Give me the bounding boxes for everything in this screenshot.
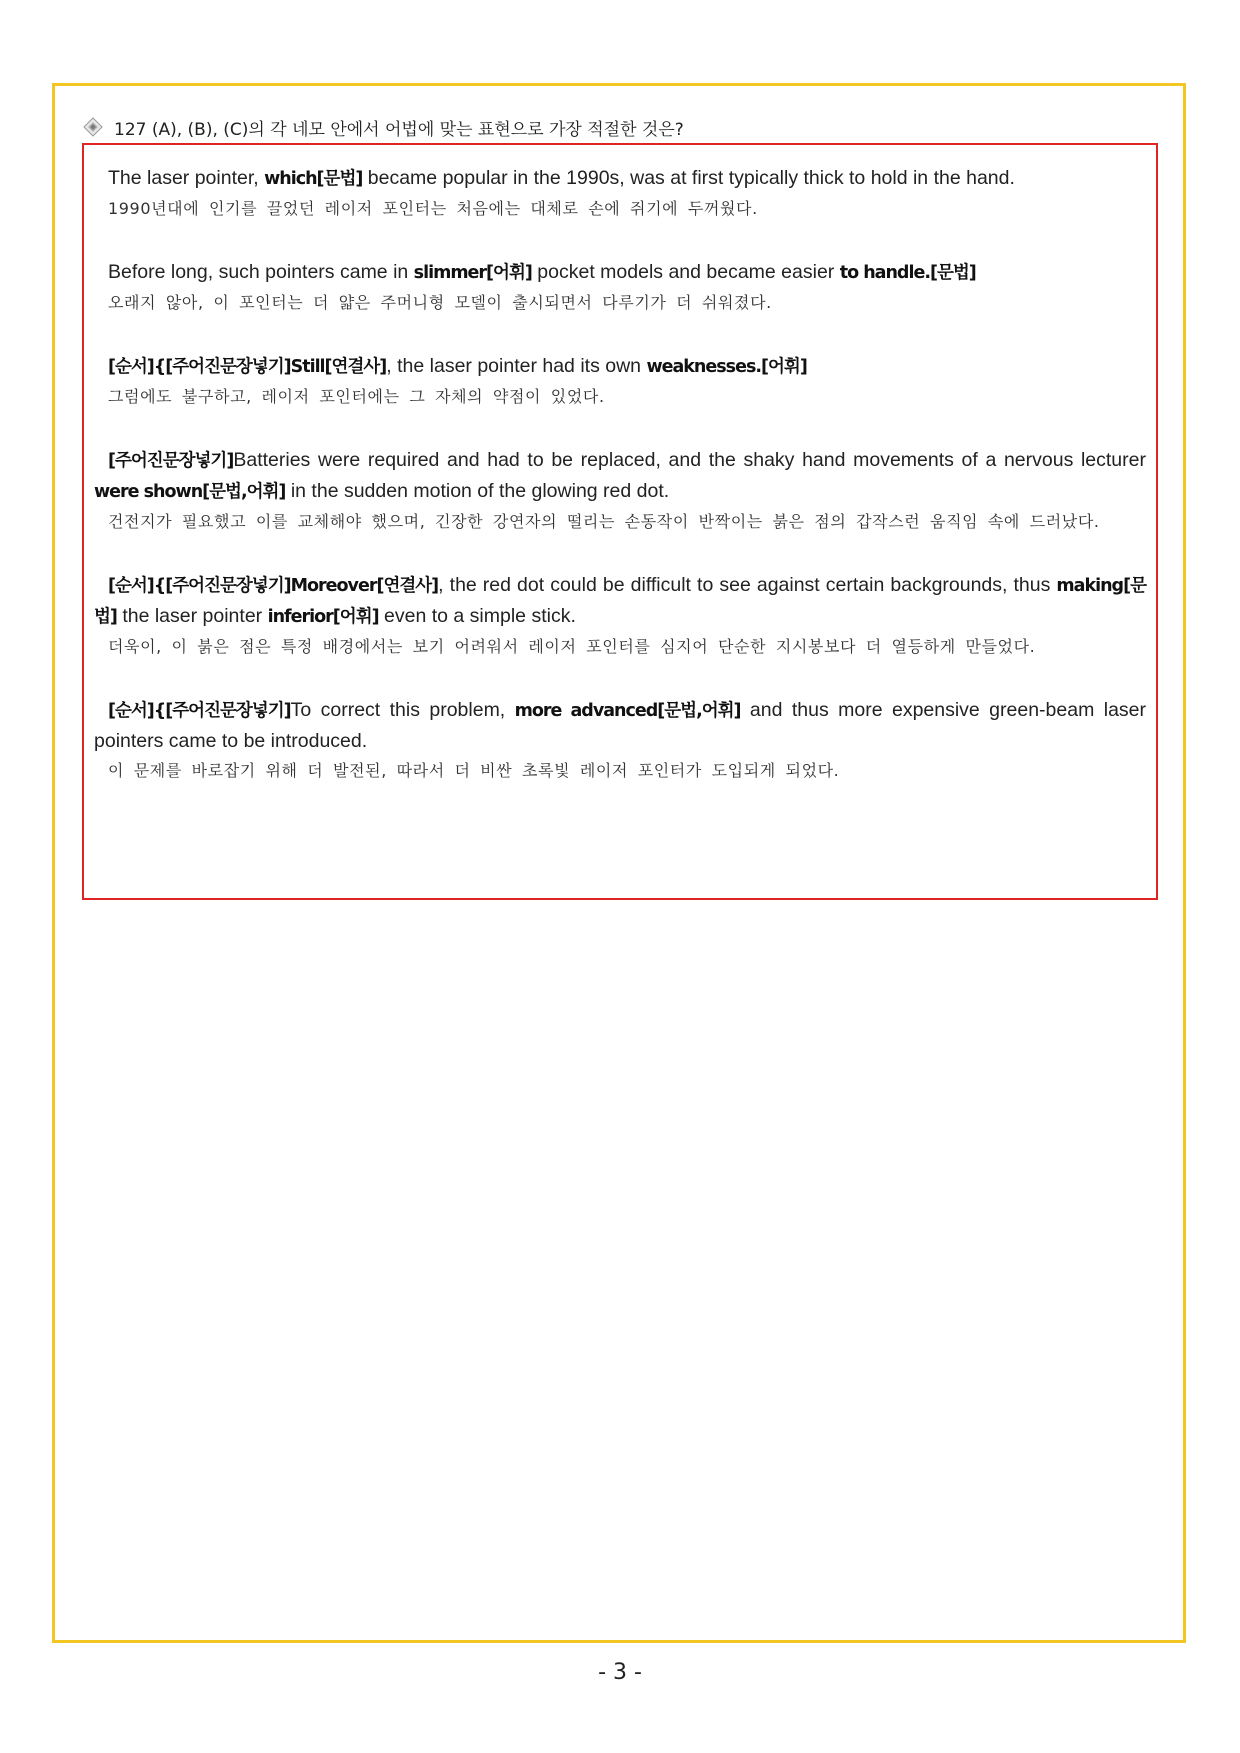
korean-translation: 오래지 않아, 이 포인터는 더 얇은 주머니형 모델이 출시되면서 다루기가 더 쉬워졌다. — [108, 293, 772, 312]
diamond-bullet-icon — [82, 116, 104, 138]
korean-translation: 이 문제를 바로잡기 위해 더 발전된, 따라서 더 비싼 초록빛 레이저 포인터가 도입되게 되었다. — [108, 761, 840, 780]
paragraph-5 — [94, 570, 1146, 661]
marked-expression: [순서]{[주어진문장넣기]Moreover[연결사] — [108, 576, 439, 596]
korean-translation: 1990년대에 인기를 끌었던 레이저 포인터는 처음에는 대체로 손에 쥐기에 두꺼웠다. — [108, 199, 758, 218]
sentence-text: even to a simple stick. — [378, 605, 576, 627]
korean-translation: 그럼에도 불구하고, 레이저 포인터에는 그 자체의 약점이 있었다. — [108, 387, 605, 406]
paragraph-6 — [94, 695, 1146, 785]
sentence-text: in the sudden motion of the glowing red dot. — [285, 480, 670, 502]
marked-expression: inferior[어휘] — [267, 607, 379, 627]
marked-expression: [순서]{[주어진문장넣기]Still[연결사] — [108, 357, 387, 377]
english-sentence — [94, 351, 1146, 382]
sentence-text: and thus more expensive green-beam laser pointers came to be introduced. — [94, 699, 1146, 752]
paragraph-2 — [94, 257, 1146, 317]
sentence-text: pocket models and became easier — [531, 261, 840, 283]
paragraph-4 — [94, 445, 1146, 536]
korean-translation: 더욱이, 이 붉은 점은 특정 배경에서는 보기 어려워서 레이저 포인터를 심지어 단순한 지시봉보다 더 열등하게 만들었다. — [108, 637, 1036, 656]
marked-expression: making[문법] — [94, 576, 1146, 627]
marked-expression: more advanced[문법,어휘] — [514, 701, 741, 721]
english-sentence — [94, 570, 1146, 632]
sentence-text: Batteries were required and had to be replaced, and the shaky hand movements of a nervous lecturer — [233, 449, 1146, 471]
english-sentence — [94, 163, 1146, 194]
english-sentence — [94, 257, 1146, 288]
sentence-text: The laser pointer, — [108, 167, 265, 189]
paragraph-1 — [94, 163, 1146, 223]
marked-expression: [주어진문장넣기] — [108, 451, 234, 471]
marked-expression: [순서]{[주어진문장넣기] — [108, 701, 291, 721]
english-sentence — [94, 695, 1146, 756]
english-sentence — [94, 445, 1146, 507]
sentence-text: , the red dot could be difficult to see against certain backgrounds, thus — [438, 574, 1057, 596]
sentence-text: the laser pointer — [116, 605, 268, 627]
question-header — [82, 112, 684, 142]
korean-translation: 건전지가 필요했고 이를 교체해야 했으며, 긴장한 강연자의 떨리는 손동작이 반짝이는 붉은 점의 갑작스런 움직임 속에 드러났다. — [108, 512, 1100, 531]
marked-expression: slimmer[어휘] — [413, 263, 532, 283]
marked-expression: were shown[문법,어휘] — [94, 482, 286, 502]
sentence-text: To correct this problem, — [290, 699, 515, 721]
sentence-text: , the laser pointer had its own — [386, 355, 647, 377]
sentence-text: became popular in the 1990s, was at first typically thick to hold in the hand. — [362, 167, 1015, 189]
marked-expression: which[문법] — [264, 169, 363, 189]
marked-expression: to handle.[문법] — [839, 263, 976, 283]
paragraph-3 — [94, 351, 1146, 411]
explanation-box — [82, 143, 1158, 900]
page-number: - 3 - — [598, 1660, 642, 1685]
question-text: 127 (A), (B), (C)의 각 네모 안에서 어법에 맞는 표현으로 가장 적절한 것은? — [114, 119, 684, 140]
sentence-text: Before long, such pointers came in — [108, 261, 414, 283]
marked-expression: weaknesses.[어휘] — [646, 357, 807, 377]
